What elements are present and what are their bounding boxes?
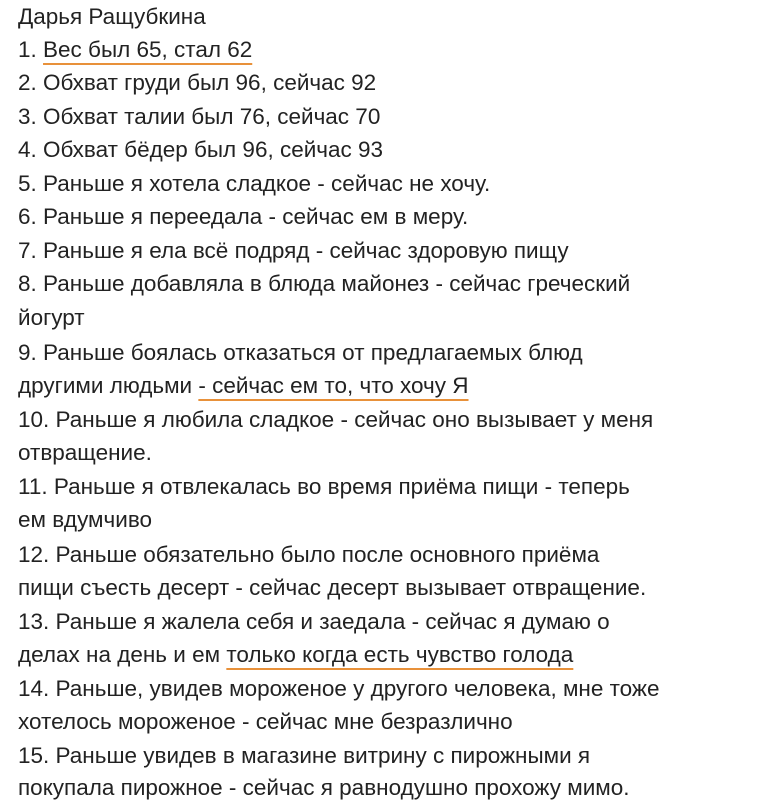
list-item: 5. Раньше я хотела сладкое - сейчас не хочу. <box>18 171 491 196</box>
list-item: 6. Раньше я переедала - сейчас ем в меру. <box>18 204 469 229</box>
author-name: Дарья Ращубкина <box>18 4 206 29</box>
list-item-continued: ем вдумчиво <box>18 507 153 532</box>
list-item-continued: покупала пирожное - сейчас я равнодушно прохожу мимо. <box>18 775 630 800</box>
list-item: 11. Раньше я отвлекалась во время приёма пищи - теперь <box>18 474 630 499</box>
list-item: 8. Раньше добавляла в блюда майонез - сейчас греческий <box>18 271 631 296</box>
highlighted-text: Вес был 65, стал 62 <box>43 37 253 62</box>
list-item: 2. Обхват груди был 96, сейчас 92 <box>18 70 377 95</box>
list-item-continued: делах на день и ем только когда есть чувство голода <box>18 642 574 667</box>
list-item: 14. Раньше, увидев мороженое у другого человека, мне тоже <box>18 676 660 701</box>
list-item-continued: пищи съесть десерт - сейчас десерт вызывает отвращение. <box>18 575 647 600</box>
list-item: 3. Обхват талии был 76, сейчас 70 <box>18 104 381 129</box>
list-item: 12. Раньше обязательно было после основного приёма <box>18 542 600 567</box>
list-item-continued: хотелось мороженое - сейчас мне безразлично <box>18 709 513 734</box>
list-item: 15. Раньше увидев в магазине витрину с пирожными я <box>18 743 591 768</box>
list-item: 13. Раньше я жалела себя и заедала - сейчас я думаю о <box>18 609 610 634</box>
highlighted-text: только когда есть чувство голода <box>226 642 574 667</box>
list-item: 7. Раньше я ела всё подряд - сейчас здоровую пищу <box>18 238 569 263</box>
highlighted-text: - сейчас ем то, что хочу Я <box>198 373 469 398</box>
list-item-continued: йогурт <box>18 305 85 330</box>
list-item: 10. Раньше я любила сладкое - сейчас оно вызывает у меня <box>18 407 654 432</box>
list-item-continued: другими людьми - сейчас ем то, что хочу Я <box>18 373 469 398</box>
list-item: 4. Обхват бёдер был 96, сейчас 93 <box>18 137 384 162</box>
list-item-continued: отвращение. <box>18 440 152 465</box>
list-item: 1. Вес был 65, стал 62 <box>18 37 253 62</box>
list-item: 9. Раньше боялась отказаться от предлагаемых блюд <box>18 340 583 365</box>
